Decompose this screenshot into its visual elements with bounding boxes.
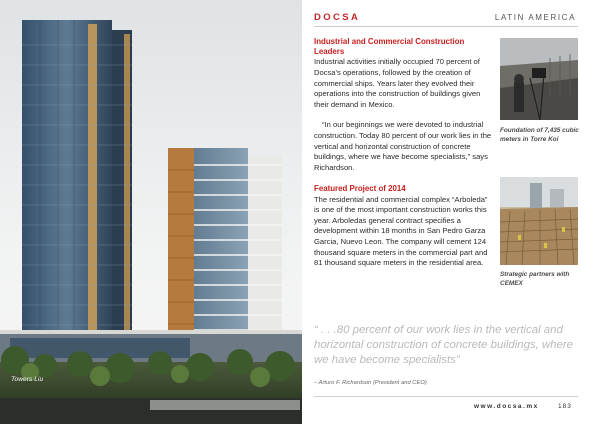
footer-website: www.docsa.mx (474, 403, 539, 410)
paragraph-arboleda: The residential and commercial complex “Arboleda” is one of the most important construction works this year. Arboledas general contract specifies a development within 18 months in San Pedro Garza Garcia, Nuevo Leon. The company will cement 124 thousand square meters in the commercial part and 81 thousand square meters in the residential area. (314, 194, 488, 268)
paragraph-richardson-quote: “In our beginnings we were devoted to industrial construction. Today 80 percent of our work lies in the vertical and horizontal construction of concrete buildings, where we have become specialists,” says Richardson. (314, 120, 492, 172)
article-column (314, 37, 494, 269)
section-title-leaders: Industrial and Commercial Construction Leaders (314, 37, 465, 57)
footer-divider (314, 396, 578, 397)
header-divider (314, 26, 578, 27)
caption-cemex: Strategic partners with CEMEX (500, 271, 570, 287)
page-number: 183 (558, 403, 572, 410)
brand-name: DOCSA (314, 12, 361, 23)
photo-caption: Towers Liu (11, 376, 44, 383)
section-region: LATIN AMERICA (494, 13, 576, 22)
pull-quote: “ . . .80 percent of our work lies in the vertical and horizontal construction of concrete buildings, where we have become specialists” (314, 324, 573, 366)
caption-foundation: Foundation of 7,435 cubic meters in Torre Koi (500, 127, 579, 143)
construction-site-photo (500, 177, 578, 265)
paragraph-operations: Industrial activities initially occupied 70 percent of Docsa's operations, followed by the creation of commercial ships. Years later they evolved their operations into the construction of buildings given their demand in Mexico. (314, 57, 481, 109)
foundation-photo (500, 38, 578, 120)
section-title-featured-project: Featured Project of 2014 (314, 184, 406, 194)
quote-attribution: – Arturo F. Richardson (President and CEO) (314, 380, 427, 386)
